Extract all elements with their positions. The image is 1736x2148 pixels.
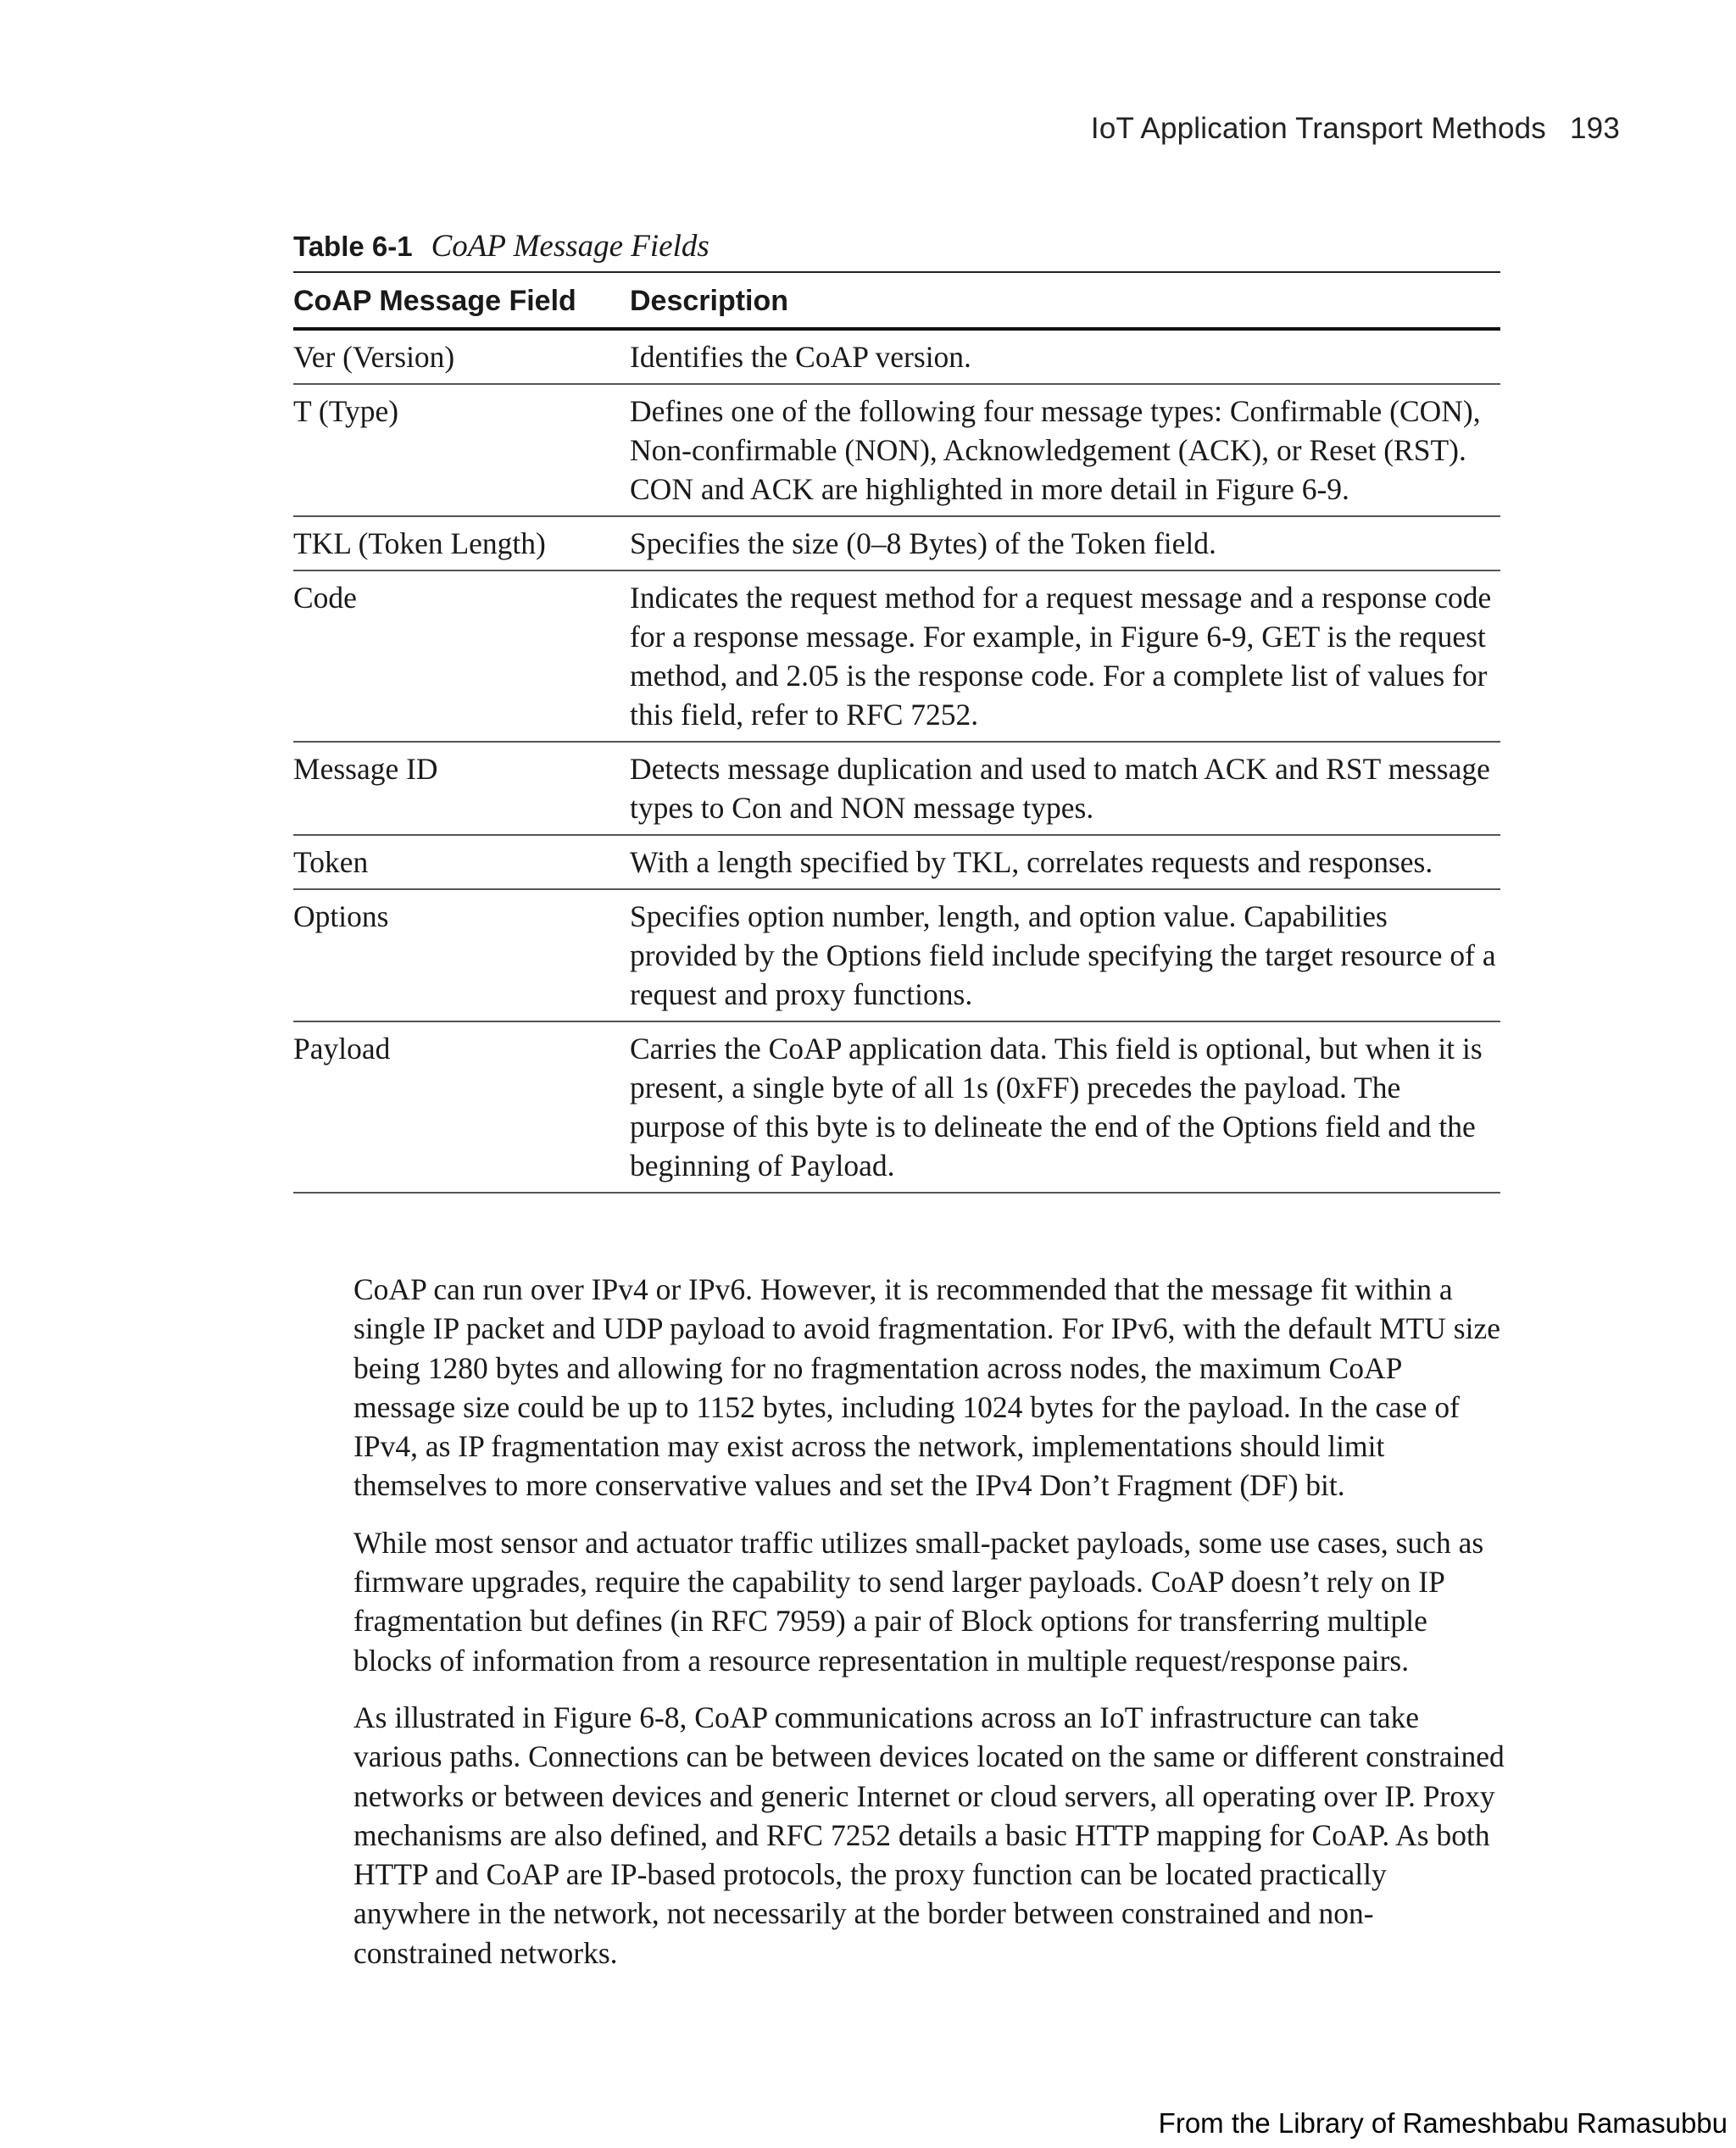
field-description: With a length specified by TKL, correlates requests and responses.	[630, 835, 1500, 889]
coap-fields-table-block	[293, 227, 1500, 1194]
table-row	[293, 329, 1500, 384]
library-footer-note: From the Library of Rameshbabu Ramasubbu	[1158, 2107, 1728, 2139]
running-header	[1091, 112, 1620, 146]
field-description: Detects message duplication and used to match ACK and RST message types to Con and NON message types.	[630, 742, 1500, 835]
body-paragraph: While most sensor and actuator traffic utilizes small-packet payloads, some use cases, such as firmware upgrades, require the capability to send larger payloads. CoAP doesn’t rely on IP fragmentation but defines (in RFC 7959) a pair of Block options for transferring multiple blocks of information from a resource representation in multiple request/response pairs.	[353, 1525, 1484, 1678]
table-row	[293, 889, 1500, 1021]
table-header-row	[293, 272, 1500, 329]
body-text	[353, 1270, 1508, 1990]
field-name: Options	[293, 889, 630, 1021]
table-row	[293, 1021, 1500, 1193]
field-name: Payload	[293, 1021, 630, 1193]
field-description: Identifies the CoAP version.	[630, 329, 1500, 384]
coap-fields-table	[293, 271, 1500, 1194]
table-caption-title: CoAP Message Fields	[431, 229, 709, 264]
table-row	[293, 570, 1500, 742]
section-title: IoT Application Transport Methods	[1090, 112, 1546, 145]
body-paragraph: CoAP can run over IPv4 or IPv6. However, it is recommended that the message fit within a single IP packet and UDP payload to avoid fragmentation. For IPv6, with the default MTU size being 1280 bytes and allowing for no fragmentation across nodes, the maximum CoAP message size could be up to 1152 bytes, including 1024 bytes for the payload. In the case of IPv4, as IP fragmentation may exist across the network, implementations should limit themselves to more conservative values and set the IPv4 Don’t Fragment (DF) bit.	[353, 1272, 1500, 1503]
field-description: Specifies option number, length, and option value. Capabilities provided by the Options field include specifying the target resource of a request and proxy functions.	[630, 889, 1500, 1021]
column-header-description: Description	[630, 272, 1500, 329]
column-header-field: CoAP Message Field	[293, 272, 630, 329]
field-name: Ver (Version)	[293, 329, 630, 384]
table-row	[293, 742, 1500, 835]
field-name: TKL (Token Length)	[293, 516, 630, 570]
field-description: Defines one of the following four message types: Confirmable (CON), Non-confirmable (NON), Acknowledgement (ACK), or Reset (RST). CON and ACK are highlighted in more detail in Figure 6-9.	[630, 384, 1500, 516]
page-number: 193	[1570, 112, 1620, 145]
table-row	[293, 384, 1500, 516]
field-description: Specifies the size (0–8 Bytes) of the Token field.	[630, 516, 1500, 570]
field-name: T (Type)	[293, 384, 630, 516]
body-paragraph: As illustrated in Figure 6-8, CoAP communications across an IoT infrastructure can take various paths. Connections can be between devices located on the same or different constrained networks or between devices and generic Internet or cloud servers, all operating over IP. Proxy mechanisms are also defined, and RFC 7252 details a basic HTTP mapping for CoAP. As both HTTP and CoAP are IP-based protocols, the proxy function can be located practically anywhere in the network, not necessarily at the border between constrained and non-constrained networks.	[353, 1700, 1505, 1970]
table-row	[293, 516, 1500, 570]
table-caption	[293, 227, 1500, 266]
field-description: Carries the CoAP application data. This field is optional, but when it is present, a single byte of all 1s (0xFF) precedes the payload. The purpose of this byte is to delineate the end of the Options field and the beginning of Payload.	[630, 1021, 1500, 1193]
field-name: Code	[293, 570, 630, 742]
table-row	[293, 835, 1500, 889]
table-caption-number: Table 6-1	[293, 231, 413, 262]
field-description: Indicates the request method for a request message and a response code for a response message. For example, in Figure 6-9, GET is the request method, and 2.05 is the response code. For a complete list of values for this field, refer to RFC 7252.	[630, 570, 1500, 742]
field-name: Token	[293, 835, 630, 889]
field-name: Message ID	[293, 742, 630, 835]
